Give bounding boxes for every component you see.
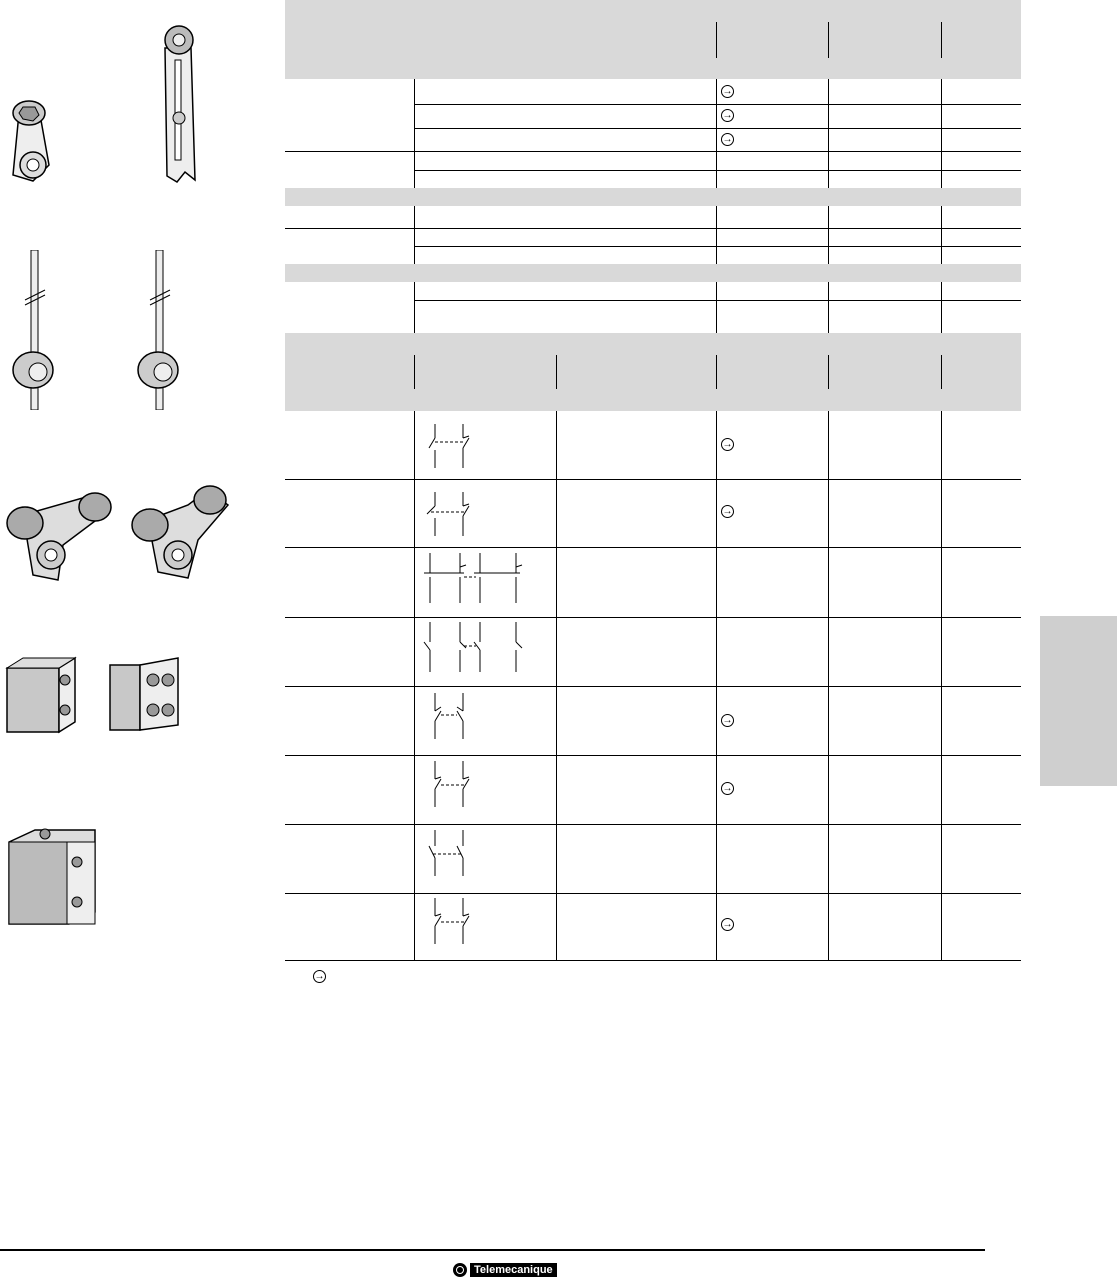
footer-brand: Telemecanique [470, 1263, 557, 1277]
table1-header [285, 0, 1021, 79]
telemecanique-logo-icon [453, 1263, 467, 1277]
footer-rule [0, 1249, 985, 1251]
roller-lever-long-illustration [155, 20, 205, 185]
circled-arrow-icon: → [722, 506, 733, 517]
contact-block-illustration-2 [108, 650, 188, 735]
contact-symbol-slow-break [425, 693, 475, 743]
contact-symbol-double [420, 553, 530, 608]
section-side-tab [1040, 616, 1117, 786]
circled-arrow-icon: → [722, 439, 733, 450]
circled-arrow-icon: → [722, 134, 733, 145]
circled-arrow-icon: → [722, 783, 733, 794]
table2-header [285, 333, 1021, 411]
contact-block-illustration-1 [5, 650, 80, 735]
contact-block-illustration-3 [5, 822, 105, 932]
contact-symbol-double [420, 622, 530, 677]
circled-arrow-icon: → [722, 715, 733, 726]
double-roller-lever-illustration-1 [3, 485, 113, 585]
rod-lever-illustration-2 [130, 250, 190, 410]
contact-symbol-nc-no [425, 492, 475, 540]
roller-lever-short-illustration [5, 95, 65, 187]
circled-arrow-icon: → [722, 919, 733, 930]
contact-symbol-slow-break [425, 761, 475, 811]
contact-symbol-no-no [425, 830, 475, 880]
contact-symbol-nc-no [425, 424, 475, 472]
rod-lever-illustration-1 [5, 250, 65, 410]
circled-arrow-icon: → [314, 971, 325, 982]
circled-arrow-icon: → [722, 110, 733, 121]
table1-section-bar-1 [285, 188, 1021, 206]
circled-arrow-icon: → [722, 86, 733, 97]
table1-section-bar-2 [285, 264, 1021, 282]
double-roller-lever-illustration-2 [128, 480, 238, 585]
contact-symbol-slow-break [425, 898, 475, 948]
